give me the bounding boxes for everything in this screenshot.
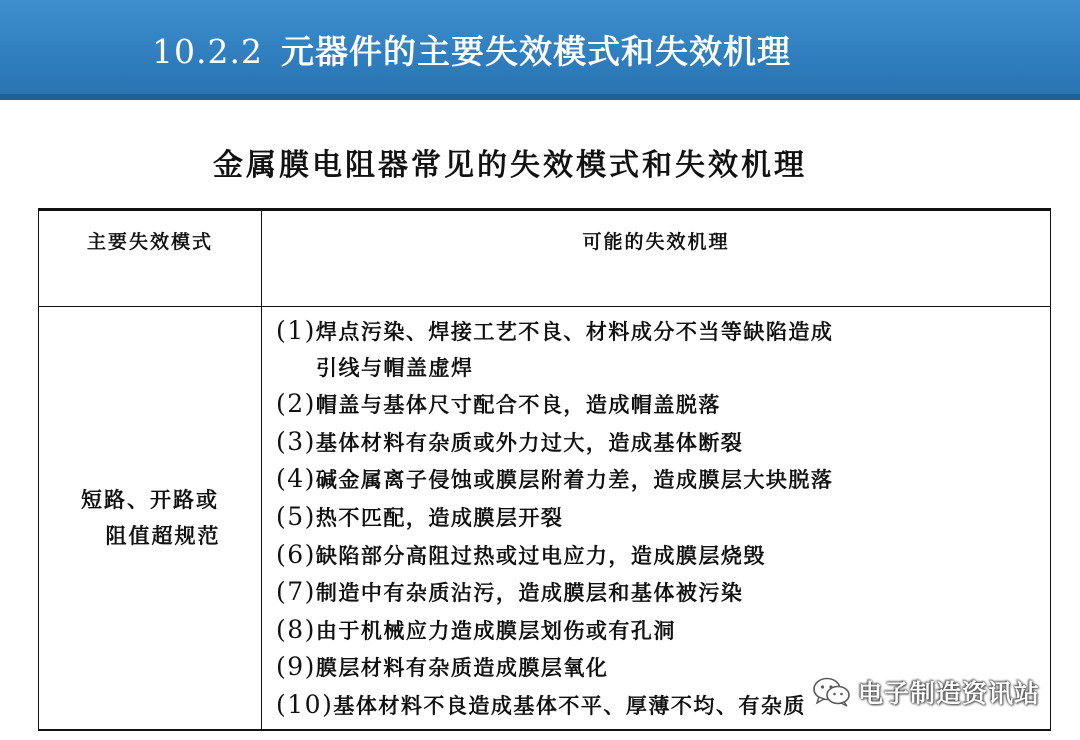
mechanism-item [276, 574, 1040, 612]
mode-line: 阻值超规范 [105, 523, 221, 548]
mechanism-text: 膜层材料有杂质造成膜层氧化 [315, 656, 609, 681]
mechanism-index: (2) [276, 389, 316, 419]
mechanism-text: 帽盖与基体尺寸配合不良，造成帽盖脱落 [315, 393, 721, 418]
mechanism-item [276, 313, 1040, 351]
section-title: 元器件的主要失效模式和失效机理 [280, 32, 791, 71]
mechanism-text: 制造中有杂质沾污，造成膜层和基体被污染 [315, 581, 744, 606]
mechanism-text: 碱金属离子侵蚀或膜层附着力差，造成膜层大块脱落 [315, 468, 834, 493]
mechanism-index: (4) [276, 464, 316, 494]
mechanism-item [276, 351, 1040, 387]
table-row [39, 307, 1051, 730]
slide-title [152, 26, 791, 78]
mechanism-index: (8) [276, 614, 316, 644]
mechanism-index: (9) [276, 652, 316, 682]
mechanism-text: 焊点污染、焊接工艺不良、材料成分不当等缺陷造成 [315, 320, 834, 344]
mechanism-index: (5) [276, 501, 316, 531]
mechanism-item [276, 461, 1040, 499]
mechanism-list [276, 313, 1040, 725]
mechanism-text: 由于机械应力造成膜层划伤或有孔洞 [315, 618, 676, 643]
mechanism-item [276, 612, 1040, 650]
mechanism-item [276, 537, 1040, 575]
header-failure-mechanism: 可能的失效机理 [262, 210, 1051, 307]
mechanism-text: 热不匹配，造成膜层开裂 [315, 505, 564, 530]
mechanism-index: (6) [276, 539, 316, 569]
mechanism-index: (7) [276, 577, 316, 607]
failure-mechanism-cell [262, 307, 1051, 730]
wechat-icon [812, 676, 852, 708]
header-failure-mode: 主要失效模式 [39, 210, 262, 307]
mechanism-text: 基体材料有杂质或外力过大，造成基体断裂 [315, 430, 744, 455]
mechanism-text: 引线与帽盖虚焊 [316, 355, 474, 380]
failure-table [38, 208, 1051, 731]
mechanism-item [276, 424, 1040, 462]
watermark-text: 电子制造资讯站 [858, 679, 1041, 708]
mechanism-index: (1) [276, 316, 316, 345]
mechanism-index: (10) [276, 689, 334, 719]
mechanism-text: 基体材料不良造成基体不平、厚薄不均、有杂质 [333, 693, 806, 718]
watermark [812, 672, 1040, 712]
header-bar [0, 0, 1080, 100]
mechanism-item [276, 499, 1040, 537]
mechanism-index: (3) [276, 426, 316, 456]
table-header-row [39, 210, 1051, 307]
failure-mode-cell [39, 307, 262, 730]
mechanism-text: 缺陷部分高阻过热或过电应力，造成膜层烧毁 [315, 543, 766, 568]
mode-line: 短路、开路或 [81, 487, 219, 512]
section-number: 10.2.2 [152, 32, 263, 71]
mechanism-item [276, 386, 1040, 424]
table-caption: 金属膜电阻器常见的失效模式和失效机理 [213, 148, 807, 183]
